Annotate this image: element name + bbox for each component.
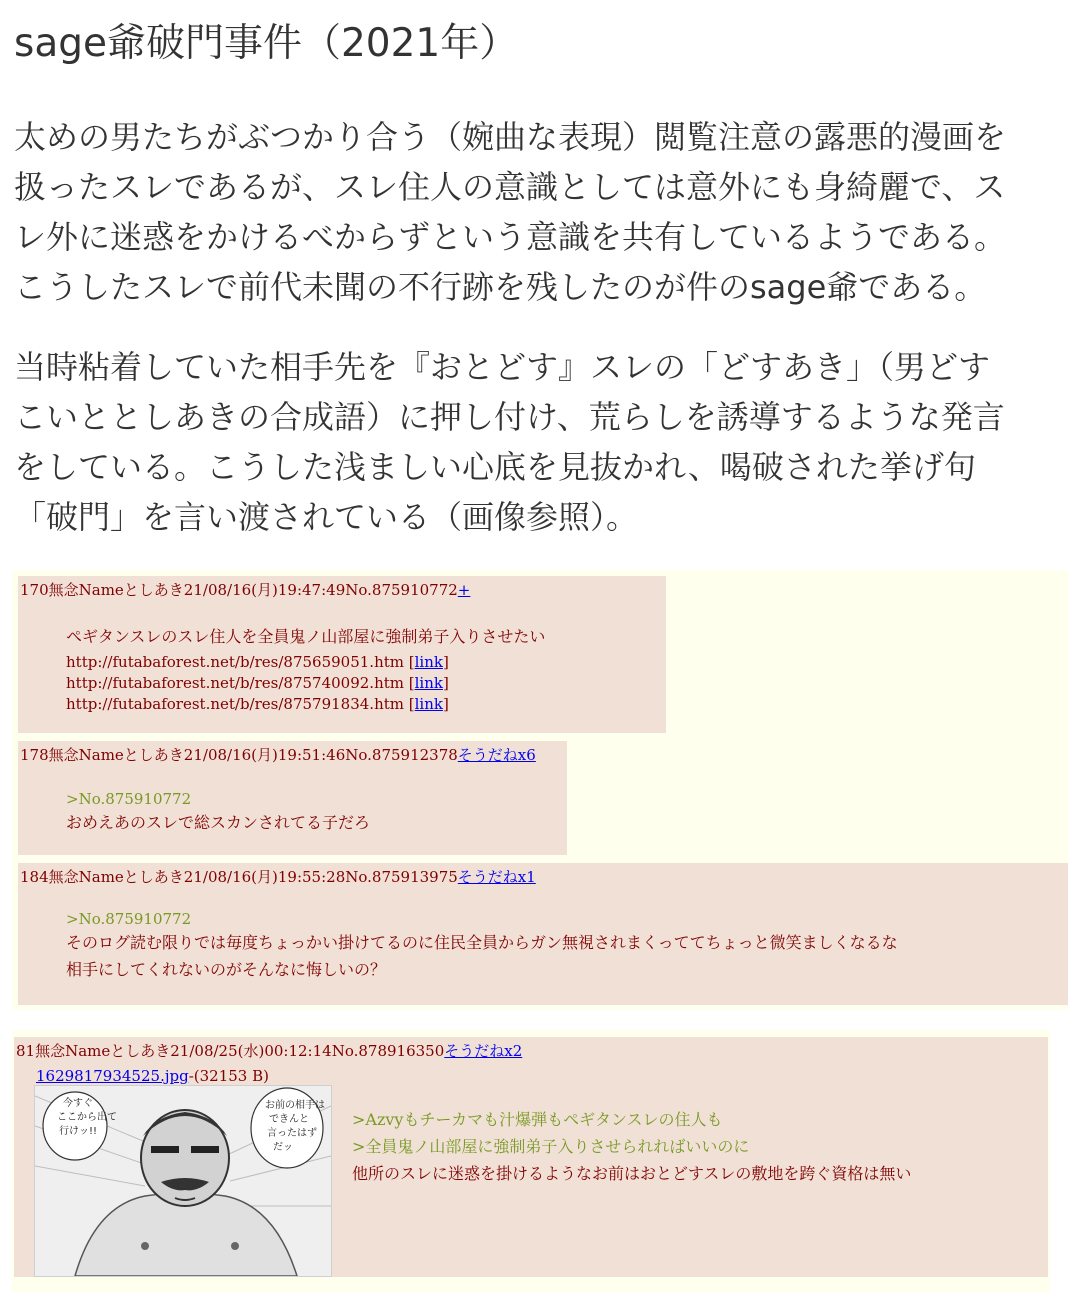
post-header bbox=[16, 1041, 522, 1061]
post-body: 他所のスレに迷惑を掛けるようなお前はおとどすスレの敷地を跨ぐ資格は無い bbox=[352, 1164, 912, 1183]
paragraph-incident bbox=[14, 342, 1066, 542]
manga-panel-image bbox=[35, 1086, 331, 1276]
speech-bubble-text: 言ったはず bbox=[267, 1128, 317, 1139]
speech-bubble-text: だッ bbox=[273, 1142, 293, 1153]
post-quote: >全員鬼ノ山部屋に強制弟子入りさせられればいいのに bbox=[352, 1137, 750, 1156]
paragraph-line: こうしたスレで前代未聞の不行跡を残したのが件のsage爺である。 bbox=[14, 268, 987, 306]
link-button[interactable]: link bbox=[414, 653, 443, 671]
link-button[interactable]: link bbox=[414, 674, 443, 692]
post-url-line: http://futabaforest.net/b/res/875791834.htm [link] bbox=[66, 695, 449, 713]
post-body: そのログ読む限りでは毎度ちょっかい掛けてるのに住民全員からガン無視されまくっててちょっと微笑ましくなるな bbox=[66, 933, 898, 952]
speech-bubble-text: お前の相手は bbox=[265, 1100, 325, 1111]
post-action-link[interactable]: + bbox=[457, 581, 471, 599]
sodane-button[interactable]: そうだねx2 bbox=[444, 1042, 523, 1060]
post-url-line: http://futabaforest.net/b/res/875740092.htm [link] bbox=[66, 674, 449, 692]
url-text: http://futabaforest.net/b/res/875659051.htm bbox=[66, 653, 404, 671]
speech-bubble-text: 行けッ!! bbox=[59, 1126, 98, 1137]
paragraph-line: 「破門」を言い渡されている（画像参照）。 bbox=[14, 498, 639, 536]
post-url-line: http://futabaforest.net/b/res/875659051.htm [link] bbox=[66, 653, 449, 671]
post-178 bbox=[18, 741, 567, 855]
paragraph-line: レ外に迷惑をかけるべからずという意識を共有しているようである。 bbox=[14, 218, 1007, 256]
attachment-filename[interactable]: 1629817934525.jpg bbox=[36, 1067, 189, 1085]
paragraph-line: 当時粘着していた相手先を『おとどす』スレの「どすあき」（男どす bbox=[14, 348, 991, 386]
speech-bubble-text: ここから出て bbox=[57, 1112, 117, 1123]
post-quote: >Azvyもチーカマも汁爆弾もペギタンスレの住人も bbox=[352, 1110, 723, 1129]
page-title: sage爺破門事件（2021年） bbox=[14, 21, 519, 66]
post-meta: 178無念Nameとしあき21/08/16(月)19:51:46No.875912378 bbox=[20, 746, 458, 764]
attachment-info bbox=[36, 1067, 269, 1085]
paragraph-line: 太めの男たちがぶつかり合う（婉曲な表現）閲覧注意の露悪的漫画を bbox=[14, 118, 1007, 156]
post-header bbox=[20, 745, 536, 765]
post-170 bbox=[18, 576, 666, 733]
speech-bubble-text: 今すぐ bbox=[63, 1098, 93, 1109]
paragraph-line: こいととしあきの合成語）に押し付け、荒らしを誘導するような発言 bbox=[14, 398, 1005, 436]
post-header bbox=[20, 580, 470, 600]
post-body: ペギタンスレのスレ住人を全員鬼ノ山部屋に強制弟子入りさせたい bbox=[66, 627, 546, 646]
url-text: http://futabaforest.net/b/res/875740092.htm bbox=[66, 674, 404, 692]
paragraph-intro bbox=[14, 112, 1066, 312]
post-quote: >No.875910772 bbox=[66, 790, 192, 808]
attachment-thumbnail[interactable] bbox=[34, 1085, 332, 1277]
paragraph-line: 扱ったスレであるが、スレ住人の意識としては意外にも身綺麗で、ス bbox=[14, 168, 1006, 206]
post-meta: 170無念Nameとしあき21/08/16(月)19:47:49No.875910772 bbox=[20, 581, 458, 599]
sodane-button[interactable]: そうだねx1 bbox=[457, 868, 536, 886]
post-body: おめえあのスレで総スカンされてる子だろ bbox=[66, 813, 371, 832]
paragraph-line: をしている。こうした浅ましい心底を見抜かれ、喝破された挙げ句 bbox=[14, 448, 976, 486]
post-quote: >No.875910772 bbox=[66, 910, 192, 928]
speech-bubble-text: できんと bbox=[269, 1114, 309, 1125]
attachment-size: -(32153 B) bbox=[188, 1067, 269, 1085]
post-184 bbox=[18, 863, 1068, 1005]
post-meta: 81無念Nameとしあき21/08/25(水)00:12:14No.878916350 bbox=[16, 1042, 445, 1060]
post-meta: 184無念Nameとしあき21/08/16(月)19:55:28No.875913975 bbox=[20, 868, 458, 886]
post-header bbox=[20, 867, 536, 887]
link-button[interactable]: link bbox=[414, 695, 443, 713]
url-text: http://futabaforest.net/b/res/875791834.htm bbox=[66, 695, 404, 713]
sodane-button[interactable]: そうだねx6 bbox=[457, 746, 536, 764]
post-body: 相手にしてくれないのがそんなに悔しいの？ bbox=[66, 960, 387, 979]
